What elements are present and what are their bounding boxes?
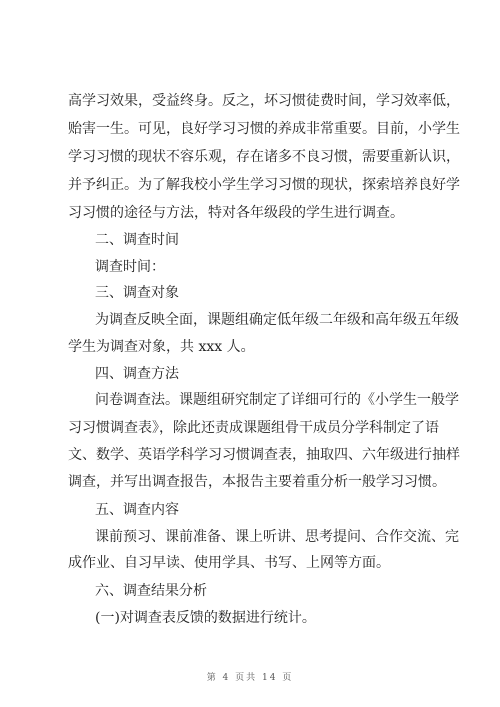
paragraph-line: 为调查反映全面，课题组确定低年级二年级和高年级五年级: [95, 312, 459, 328]
paragraph-line: 贻害一生。可见，良好学习习惯的养成非常重要。目前，小学生: [68, 121, 460, 137]
paragraph-line: (一)对调查表反馈的数据进行统计。: [95, 610, 316, 626]
page-number-footer: 第 4 页共 14 页: [206, 673, 294, 683]
section-heading-subject: 三、调查对象: [95, 285, 179, 301]
paragraph-line: 文、数学、英语学科学习习惯调查表，抽取四、六年级进行抽样: [68, 447, 460, 463]
paragraph-line: 并予纠正。为了解我校小学生学习习惯的现状，探索培养良好学: [68, 177, 460, 193]
paragraph-line: 问卷调查法。课题组研究制定了详细可行的《小学生一般学: [95, 392, 459, 408]
paragraph-line: 调查时间：: [95, 259, 165, 275]
paragraph-line: 调查，并写出调查报告，本报告主要着重分析一般学习习惯。: [68, 474, 446, 490]
paragraph-line: 学习习惯的现状不容乐观，存在诸多不良习惯，需要重新认识，: [68, 149, 460, 165]
paragraph-line: 习习惯的途径与方法，特对各年级段的学生进行调查。: [68, 205, 404, 221]
paragraph-line: 习习惯调查表》，除此还责成课题组骨干成员分学科制定了语: [68, 420, 439, 436]
paragraph-line: 高学习效果，受益终身。反之，坏习惯徒费时间，学习效率低，: [68, 93, 460, 109]
section-heading-time: 二、调查时间: [95, 232, 179, 248]
paragraph-line: 课前预习、课前准备、课上听讲、思考提问、合作交流、完: [95, 529, 459, 545]
paragraph-line: 成作业、自习早读、使用学具、书写、上网等方面。: [68, 555, 390, 571]
section-heading-method: 四、调查方法: [95, 366, 179, 382]
section-heading-analysis: 六、调查结果分析: [95, 583, 207, 599]
paragraph-line: 学生为调查对象，共 xxx 人。: [68, 339, 255, 355]
section-heading-content: 五、调查内容: [95, 502, 179, 518]
